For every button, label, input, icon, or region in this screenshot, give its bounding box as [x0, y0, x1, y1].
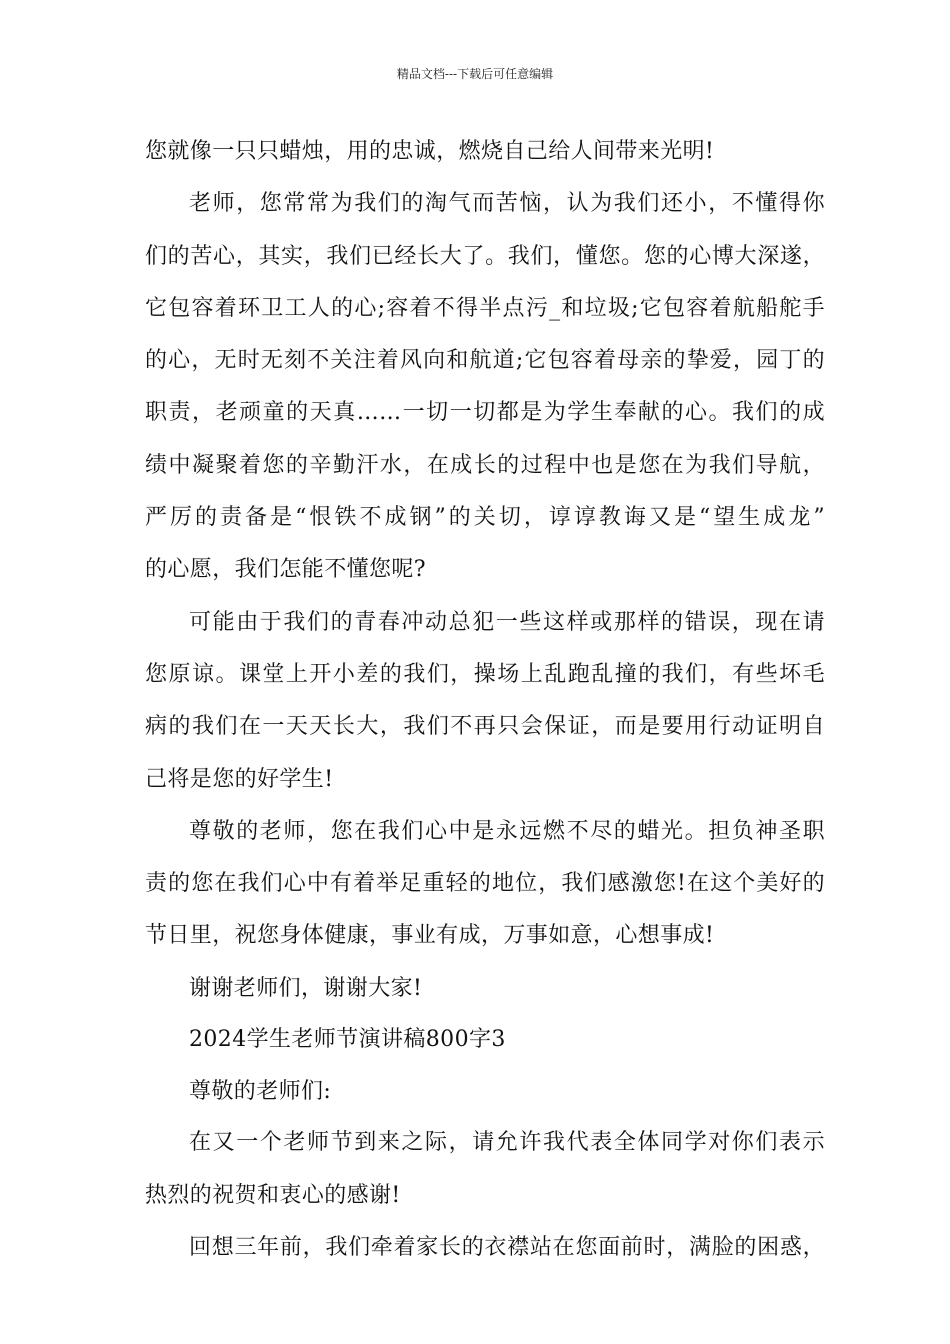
text-line: 它包容着环卫工人的心;容着不得半点污_和垃圾;它包容着航船舵手: [145, 295, 825, 321]
text-line: 们的苦心，其实，我们已经长大了。我们，懂您。您的心博大深遂，: [145, 243, 825, 269]
text-line: 己将是您的好学生!: [145, 766, 334, 792]
text-line: 绩中凝聚着您的辛勤汗水，在成长的过程中也是您在为我们导航，: [145, 452, 825, 478]
section-heading: 2024学生老师节演讲稿800字3: [189, 1027, 506, 1053]
page-header: 精品文档---下载后可任意编辑: [396, 67, 554, 81]
text-line: 回想三年前，我们牵着家长的衣襟站在您面前时，满脸的困惑，: [189, 1234, 825, 1260]
text-line: 您就像一只只蜡烛，用的忠诚，燃烧自己给人间带来光明!: [145, 139, 715, 164]
text-line: 老师，您常常为我们的淘气而苦恼，认为我们还小，不懂得你: [189, 191, 825, 217]
text-line: 节日里，祝您身体健康，事业有成，万事如意，心想事成!: [145, 923, 715, 949]
text-line: 尊敬的老师，您在我们心中是永远燃不尽的蜡光。担负神圣职: [189, 818, 825, 844]
text-line: 热烈的祝贺和衷心的感谢!: [145, 1182, 401, 1208]
text-line: 谢谢老师们，谢谢大家!: [189, 975, 423, 1001]
salutation: 尊敬的老师们:: [189, 1078, 332, 1104]
text-line: 可能由于我们的青春冲动总犯一些这样或那样的错误，现在请: [189, 609, 825, 635]
text-line: 责的您在我们心中有着举足重轻的地位，我们感激您!在这个美好的: [145, 871, 825, 897]
document-body: [145, 126, 825, 1274]
text-line: 在又一个老师节到来之际，请允许我代表全体同学对你们表示: [189, 1130, 825, 1156]
text-line: 严厉的责备是“恨铁不成钢”的关切，谆谆教诲又是“望生成龙”: [145, 505, 825, 531]
text-line: 的心愿，我们怎能不懂您呢?: [145, 557, 426, 583]
text-line: 您原谅。课堂上开小差的我们，操场上乱跑乱撞的我们，有些坏毛: [145, 661, 825, 687]
text-line: 病的我们在一天天长大，我们不再只会保证，而是要用行动证明自: [145, 714, 825, 740]
text-line: 职责，老顽童的天真……一切一切都是为学生奉献的心。我们的成: [145, 400, 825, 426]
text-line: 的心，无时无刻不关注着风向和航道;它包容着母亲的挚爱，园丁的: [145, 348, 825, 374]
